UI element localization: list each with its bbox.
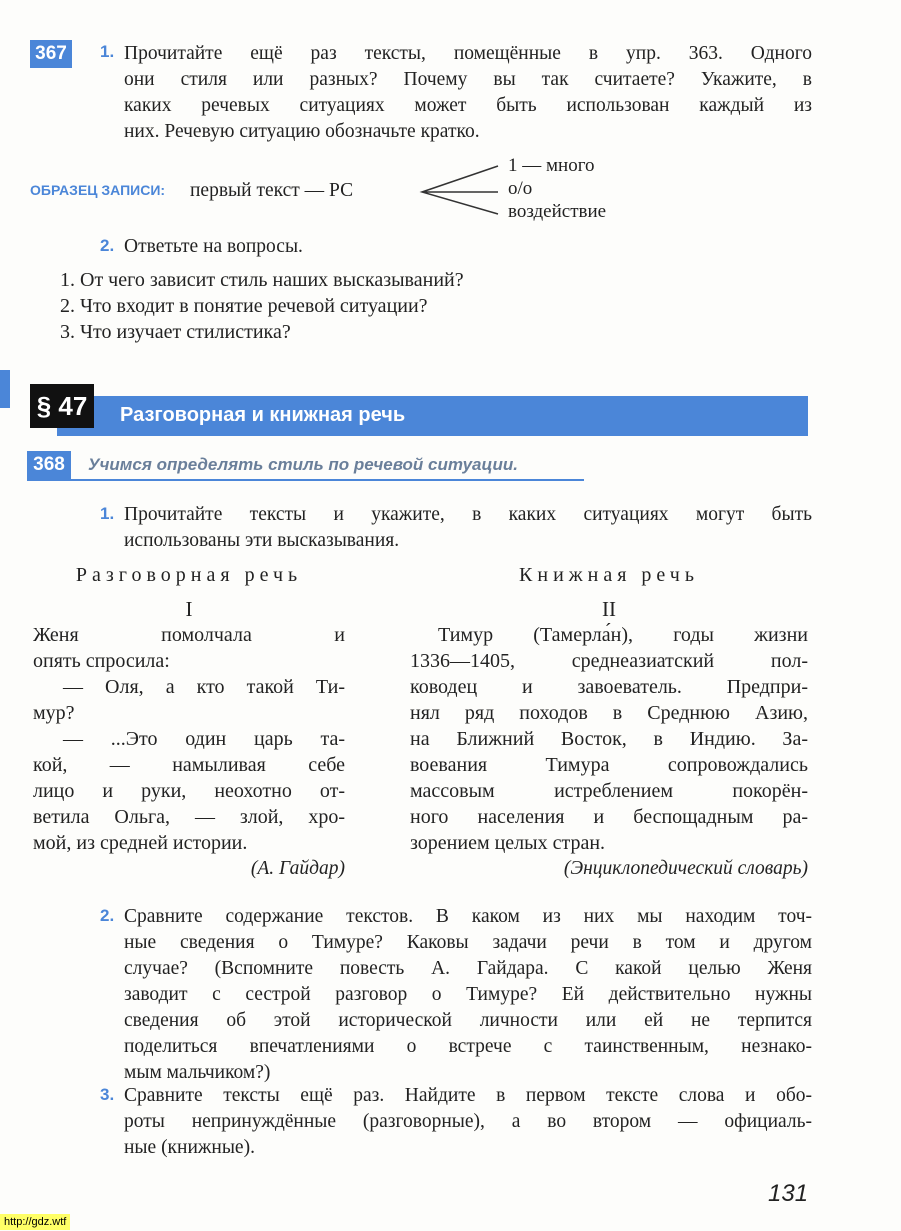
- text-number: I: [185, 597, 193, 621]
- ex368-task1-text: [124, 502, 812, 554]
- exercise-heading: Учимся определять стиль по речевой ситуации.: [88, 455, 518, 474]
- text-line: воевания Тимура сопровождались: [410, 754, 808, 776]
- text-line: Сравните содержание текстов. В каком из них мы находим точ-: [124, 906, 812, 927]
- question-item: 1. От чего зависит стиль наших высказываний?: [60, 269, 464, 291]
- text-line: лицо и руки, неохотно от-: [33, 780, 345, 802]
- column-heading: Книжная речь: [519, 564, 699, 586]
- branch-arrows-icon: [418, 162, 500, 218]
- branch-item: о/о: [508, 178, 533, 199]
- text-line: роты непринуждённые (разговорные), а во втором — официаль-: [124, 1111, 812, 1132]
- ex368-task3-text: [124, 1083, 812, 1161]
- text-line: мур?: [33, 702, 75, 724]
- branch-item: 1 — много: [508, 155, 595, 176]
- heading-underline: [27, 479, 584, 481]
- section-title: Разговорная и книжная речь: [120, 404, 406, 426]
- text-line: на Ближний Восток, в Индию. За-: [410, 728, 808, 750]
- text-line: — Оля, а кто такой Ти-: [63, 676, 345, 698]
- text-line: случае? (Вспомните повесть А. Гайдара. С какой целью Женя: [124, 958, 812, 979]
- text-bookish: [410, 562, 808, 882]
- questions-list: [60, 267, 464, 345]
- text-line: Сравните тексты ещё раз. Найдите в первом тексте слова и обо-: [124, 1085, 812, 1106]
- text-line: каких речевых ситуациях может быть использован каждый из: [124, 95, 812, 116]
- author-attribution: (Энциклопедический словарь): [563, 858, 808, 879]
- text-line: сведения об этой исторической личности или ей не терпится: [124, 1010, 812, 1031]
- text-line: ные сведения о Тимуре? Каковы задачи речи в том и другом: [124, 932, 812, 953]
- text-line: ные (книжные).: [124, 1137, 255, 1158]
- ex367-task1-text: [124, 41, 812, 145]
- task2-text: Ответьте на вопросы.: [124, 236, 303, 257]
- question-item: 2. Что входит в понятие речевой ситуации?: [60, 295, 428, 317]
- text-line: 1336—1405, среднеазиатский пол-: [410, 650, 808, 672]
- text-line: использованы эти высказывания.: [124, 530, 400, 551]
- task-number: 3.: [100, 1085, 115, 1104]
- watermark-link[interactable]: http://gdz.wtf: [0, 1214, 70, 1230]
- text-line: Тимур (Тамерла́н), годы жизни: [438, 624, 808, 646]
- column-heading: Разговорная речь: [75, 564, 303, 586]
- text-line: ного населения и беспощадным ра-: [410, 806, 808, 828]
- task-number: 2.: [100, 236, 115, 255]
- exercise-number-368: 368: [27, 451, 71, 479]
- sample-branches: [508, 154, 606, 223]
- text-line: Прочитайте тексты и укажите, в каких ситуациях могут быть: [124, 504, 812, 525]
- exercise-number-367: 367: [30, 40, 72, 68]
- text-line: зорением целых стран.: [410, 832, 606, 854]
- ex368-task2-text: [124, 904, 812, 1086]
- question-item: 3. Что изучает стилистика?: [60, 321, 291, 343]
- text-line: них. Речевую ситуацию обозначьте кратко.: [124, 121, 480, 142]
- sample-label: ОБРАЗЕЦ ЗАПИСИ:: [30, 182, 166, 198]
- text-line: мым мальчиком?): [124, 1062, 271, 1083]
- task-number: 2.: [100, 906, 115, 925]
- text-line: — ...Это один царь та-: [63, 728, 345, 750]
- task-number: 1.: [100, 42, 115, 61]
- text-line: опять спросила:: [33, 650, 170, 672]
- section-number: § 47: [30, 384, 94, 428]
- text-line: мой, из средней истории.: [33, 832, 248, 854]
- text-line: Женя помолчала и: [33, 624, 345, 646]
- text-number: II: [602, 597, 616, 621]
- text-line: они стиля или разных? Почему вы так считаете? Укажите, в: [124, 69, 812, 90]
- text-line: нял ряд походов в Среднюю Азию,: [410, 702, 808, 724]
- side-tab-marker: [0, 370, 10, 408]
- page-number: 131: [768, 1180, 809, 1207]
- text-line: массовым истреблением покорён-: [410, 780, 808, 802]
- text-line: ветила Ольга, — злой, хро-: [33, 806, 345, 828]
- text-line: кой, — намыливая себе: [33, 754, 345, 776]
- text-line: поделиться впечатлениями о встрече с таинственным, незнако-: [124, 1036, 812, 1057]
- sample-text: первый текст — РС: [190, 180, 354, 201]
- author-attribution: (А. Гайдар): [250, 858, 345, 879]
- text-line: ководец и завоеватель. Предпри-: [410, 676, 808, 698]
- branch-item: воздействие: [508, 201, 607, 222]
- text-line: Прочитайте ещё раз тексты, помещённые в упр. 363. Одного: [124, 43, 812, 64]
- task-number: 1.: [100, 504, 115, 523]
- text-line: заводит с сестрой разговор о Тимуре? Ей действительно нужны: [124, 984, 812, 1005]
- text-colloquial: [33, 562, 345, 882]
